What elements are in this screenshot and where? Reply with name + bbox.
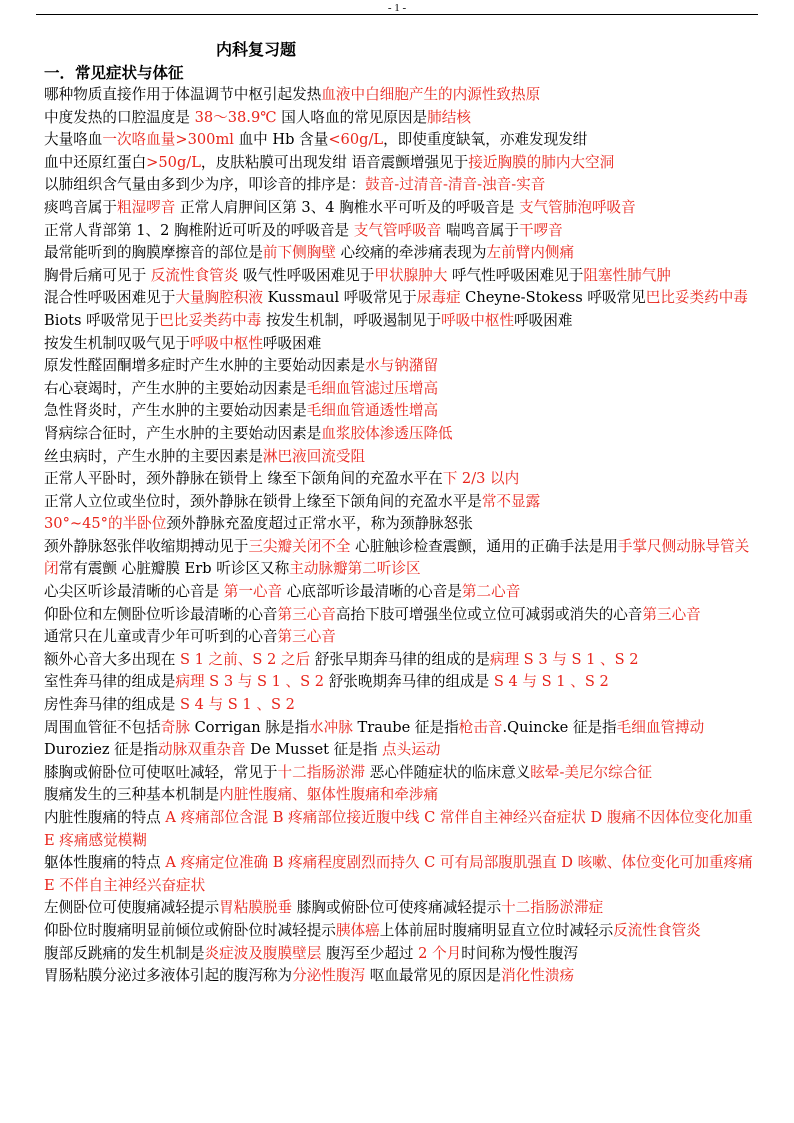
answer-text: 主动脉瓣第二听诊区 — [289, 560, 421, 578]
answer-text: 30°~45°的半卧位 — [44, 515, 167, 533]
question-text: 血中 Hb 含量 — [233, 131, 329, 149]
text-line — [44, 468, 756, 491]
text-line — [44, 694, 756, 717]
text-line — [44, 174, 756, 197]
answer-text: 干啰音 — [518, 221, 563, 239]
answer-text: 左前臂内侧痛 — [486, 244, 575, 262]
answer-text: 动脉双重杂音 — [157, 741, 246, 759]
answer-text: 血浆胶体渗透压降低 — [321, 424, 453, 442]
answer-text: 尿毒症 — [416, 289, 461, 307]
question-text: 原发性醛固酮增多症时产生水肿的主要始动因素是 — [44, 357, 366, 375]
document-body — [44, 38, 756, 988]
answer-text: >50g/L — [146, 153, 201, 171]
answer-text: 毛细血管滤过压增高 — [306, 379, 439, 397]
answer-text: 呼吸中枢性 — [189, 334, 263, 352]
section-heading: 一．常见症状与体征 — [44, 63, 184, 82]
question-text: 正常人平卧时，颈外静脉在锁骨上 缘至下颌角间的充盈水平在 — [44, 470, 443, 488]
text-line — [44, 152, 756, 175]
answer-text: 第二心音 — [461, 583, 521, 601]
text-line — [44, 784, 756, 807]
question-text: 房性奔马律的组成是 — [44, 696, 176, 714]
answer-text: 淋巴液回流受阻 — [262, 447, 366, 465]
text-line — [44, 626, 756, 649]
question-text: 呼气性呼吸困难见于 — [447, 266, 584, 284]
question-text: 国人咯血的常见原因是 — [276, 108, 428, 126]
text-line — [44, 604, 756, 627]
question-text: 腹痛发生的三种基本机制是 — [44, 786, 220, 804]
answer-text: 38～38.9℃ — [194, 108, 277, 126]
question-text: 血中还原红蛋白 — [44, 153, 147, 171]
text-line — [44, 717, 756, 740]
question-text: 正常人背部第 1、2 胸椎附近可听及的呼吸音是 — [44, 221, 354, 239]
question-text: ，皮肤粘膜可出现发绀 语音震颤增强见于 — [200, 153, 469, 171]
question-text: .Quincke 征是指 — [502, 718, 617, 736]
question-text: 胸骨后痛可见于 — [44, 266, 151, 284]
answer-text: 支气管呼吸音 — [353, 221, 442, 239]
text-line — [44, 852, 756, 897]
question-text: 丝虫病时，产生水肿的主要因素是 — [44, 447, 263, 465]
text-line — [44, 897, 756, 920]
answer-text: 血液中白细胞产生的内源性致热原 — [321, 86, 541, 103]
text-line — [44, 807, 756, 852]
question-text: 哪种物质直接作用于体温调节中枢引起发热 — [44, 86, 322, 103]
question-text: 膝胸或俯卧位可使疼痛减轻提示 — [292, 899, 502, 917]
answer-text: 反流性食管炎 — [613, 921, 701, 939]
answer-text: 反流性食管炎 — [150, 266, 239, 284]
question-text: 高抬下肢可增强坐位或立位可减弱或消失的心音 — [335, 605, 643, 623]
text-line — [44, 581, 756, 604]
text-line — [44, 378, 756, 401]
question-text: 心脏触诊检查震颤，通用的正确手法是用 — [350, 537, 618, 555]
answer-text: 消化性溃疡 — [501, 967, 575, 985]
question-text: 腹部反跳痛的发生机制是 — [44, 944, 205, 962]
page-number: - 1 - — [387, 2, 407, 14]
question-text: 混合性呼吸困难见于 — [44, 289, 176, 307]
question-text: 按发生机制，呼吸遏制见于 — [261, 311, 442, 329]
text-line — [44, 920, 756, 943]
answer-text: S 4 与 S 1 、S 2 — [489, 673, 609, 691]
text-line — [44, 400, 756, 423]
answer-text: 阻塞性肺气肿 — [583, 266, 671, 284]
answer-text: 水冲脉 — [309, 718, 353, 736]
answer-text: S 4 与 S 1 、S 2 — [175, 696, 295, 714]
answer-text: 毛细血管搏动 — [616, 718, 705, 736]
text-line — [44, 197, 756, 220]
question-text: 最常能听到的胸膜摩擦音的部位是 — [44, 244, 263, 262]
question-text: 以肺组织含气量由多到少为序，叩诊音的排序是： — [44, 176, 366, 194]
question-text: 肾病综合征时，产生水肿的主要始动因素是 — [44, 424, 322, 442]
text-line — [44, 649, 756, 672]
question-text: 颈外静脉充盈度超过正常水平，称为颈静脉怒张 — [166, 515, 473, 533]
text-line — [44, 242, 756, 265]
answer-text: 接近胸膜的肺内大空洞 — [468, 153, 615, 171]
answer-text: 第三心音 — [277, 605, 336, 623]
text-line — [44, 446, 756, 469]
answer-text: 鼓音-过清音-清音-浊音-实音 — [365, 176, 546, 194]
question-text: 吸气性呼吸困难见于 — [238, 266, 375, 284]
answer-text: 十二指肠淤滞症 — [501, 899, 604, 917]
answer-text: 2 个月 — [418, 944, 462, 962]
question-text: 大量咯血 — [44, 131, 103, 149]
question-text: 呼吸困难 — [262, 334, 322, 352]
question-text: 颈外静脉怒张伴收缩期搏动见于 — [44, 537, 249, 555]
answer-text: 常不显露 — [481, 492, 541, 510]
question-text: 额外心音大多出现在 — [44, 650, 176, 668]
answer-text: 内脏性腹痛、躯体性腹痛和牵涉痛 — [219, 786, 439, 804]
answer-text: 病理 S 3 与 S 1 、S 2 — [175, 673, 325, 691]
question-text: 痰鸣音属于 — [44, 198, 117, 216]
question-text: 舒张早期奔马律的组成的是 — [310, 650, 490, 668]
answer-text: 三尖瓣关闭不全 — [248, 537, 351, 555]
text-line — [44, 107, 756, 130]
answer-text: 第一心音 — [223, 583, 283, 601]
question-text: 室性奔马律的组成是 — [44, 673, 176, 691]
text-line — [44, 671, 756, 694]
question-text: 急性肾炎时，产生水肿的主要始动因素是 — [44, 402, 307, 420]
question-text: De Musset 征是指 — [245, 741, 383, 759]
answer-text: 枪击音 — [458, 718, 503, 736]
question-text: 周围血管征不包括 — [44, 718, 161, 736]
question-text: 上体前屈时腹痛明显直立位时减轻示 — [379, 921, 614, 939]
question-text: 舒张晚期奔马律的组成是 — [324, 673, 490, 691]
text-line — [44, 536, 756, 581]
answer-text: 第三心音 — [277, 628, 336, 646]
text-line — [44, 513, 756, 536]
question-text: 正常人立位或坐位时，颈外静脉在锁骨上缘至下颌角间的充盈水平是 — [44, 492, 482, 510]
text-line — [44, 965, 756, 988]
question-text: 仰卧位时腹痛明显前倾位或俯卧位时减轻提示 — [44, 921, 336, 939]
question-text: 心绞痛的牵涉痛表现为 — [335, 244, 487, 262]
question-text: Biots 呼吸常见于 — [44, 311, 160, 329]
question-text: 喘鸣音属于 — [441, 221, 519, 239]
answer-text: 肺结核 — [427, 108, 471, 126]
answer-text: 病理 S 3 与 S 1 、S 2 — [489, 650, 639, 668]
answer-text: S 1 之前、S 2 之后 — [175, 650, 311, 668]
question-text: Duroziez 征是指 — [44, 741, 158, 759]
question-text: ，即使重度缺氧，亦难发现发绀 — [383, 131, 588, 149]
question-text: 躯体性腹痛的特点 — [44, 854, 166, 872]
question-text: Kussmaul 呼吸常见于 — [262, 289, 417, 307]
text-line — [44, 265, 756, 288]
question-text: 内脏性腹痛的特点 — [44, 809, 166, 826]
text-line — [44, 129, 756, 152]
answer-text: <60g/L — [328, 131, 384, 149]
question-text: Cheyne-Stokess 呼吸常见 — [460, 289, 646, 307]
question-text: 恶心伴随症状的临床意义 — [365, 763, 531, 781]
text-line — [44, 423, 756, 446]
answer-text: 十二指肠淤滞 — [277, 763, 366, 781]
answer-text: 巴比妥类药中毒 — [645, 289, 748, 307]
answer-text: 分泌性腹泻 — [292, 967, 366, 985]
answer-text: 眩晕-美尼尔综合征 — [530, 763, 652, 781]
answer-text: 下 2/3 以内 — [442, 470, 520, 488]
answer-text: 点头运动 — [382, 741, 441, 759]
question-text: 按发生机制叹吸气见于 — [44, 334, 190, 352]
question-lines — [44, 84, 756, 988]
text-line — [44, 220, 756, 243]
answer-text: 水与钠潴留 — [365, 357, 439, 375]
question-text: 中度发热的口腔温度是 — [44, 108, 195, 126]
answer-text: 毛细血管通透性增高 — [306, 402, 439, 420]
answer-text: 大量胸腔积液 — [175, 289, 263, 307]
answer-text: 一次咯血量>300ml — [102, 131, 234, 149]
answer-text: 支气管肺泡呼吸音 — [518, 198, 636, 216]
text-line — [44, 333, 756, 356]
question-text: 右心衰竭时，产生水肿的主要始动因素是 — [44, 379, 307, 397]
answer-text: 手掌尺侧动脉导管关闭 — [44, 537, 750, 578]
question-text: 呕血最常见的原因是 — [365, 967, 502, 985]
question-text: Traube 征是指 — [352, 718, 459, 736]
question-text: 胃肠粘膜分泌过多液体引起的腹泻称为 — [44, 967, 293, 985]
answer-text: A 疼痛定位准确 B 疼痛程度剧烈而持久 C 可有局部腹肌强直 D 咳嗽、体位变化可加重疼痛 E 不伴自主神经兴奋症状 — [44, 854, 753, 894]
question-text: 膝胸或俯卧位可使呕吐减轻，常见于 — [44, 763, 278, 781]
answer-text: 第三心音 — [642, 605, 701, 623]
question-text: 常有震颤 心脏瓣膜 Erb 听诊区又称 — [58, 560, 290, 578]
question-text: Corrigan 脉是指 — [189, 718, 310, 736]
question-text: 时间称为慢性腹泻 — [461, 944, 579, 962]
answer-text: A 疼痛部位含混 B 疼痛部位接近腹中线 C 常伴自主神经兴奋症状 D 腹痛不因体位变化加重 E 疼痛感觉模糊 — [44, 809, 753, 849]
question-text: 左侧卧位可使腹痛减轻提示 — [44, 899, 220, 917]
answer-text: 巴比妥类药中毒 — [159, 311, 262, 329]
answer-text: 炎症波及腹膜壁层 — [204, 944, 322, 962]
question-text: 心尖区听诊最清晰的心音是 — [44, 583, 224, 601]
answer-text: 胰体癌 — [335, 921, 380, 939]
text-line — [44, 355, 756, 378]
question-text: 通常只在儿童或青少年可听到的心音 — [44, 628, 278, 646]
answer-text: 胃粘膜脱垂 — [219, 899, 293, 917]
document-title: 内科复习题 — [216, 40, 297, 59]
answer-text: 奇脉 — [160, 718, 190, 736]
question-text: 呼吸困难 — [514, 311, 573, 329]
question-text: 正常人肩胛间区第 3、4 胸椎水平可听及的呼吸音是 — [175, 198, 519, 216]
text-line — [44, 287, 756, 310]
text-line — [44, 491, 756, 514]
text-line — [44, 739, 756, 762]
question-text: 仰卧位和左侧卧位听诊最清晰的心音 — [44, 605, 278, 623]
text-line — [44, 310, 756, 333]
header-rule — [36, 14, 758, 15]
answer-text: 粗湿啰音 — [116, 198, 176, 216]
question-text: 心底部听诊最清晰的心音是 — [282, 583, 462, 601]
answer-text: 前下侧胸壁 — [262, 244, 336, 262]
answer-text: 甲状腺肿大 — [374, 266, 448, 284]
text-line — [44, 943, 756, 966]
question-text: 腹泻至少超过 — [321, 944, 419, 962]
text-line — [44, 762, 756, 785]
text-line — [44, 84, 756, 107]
answer-text: 呼吸中枢性 — [441, 311, 515, 329]
